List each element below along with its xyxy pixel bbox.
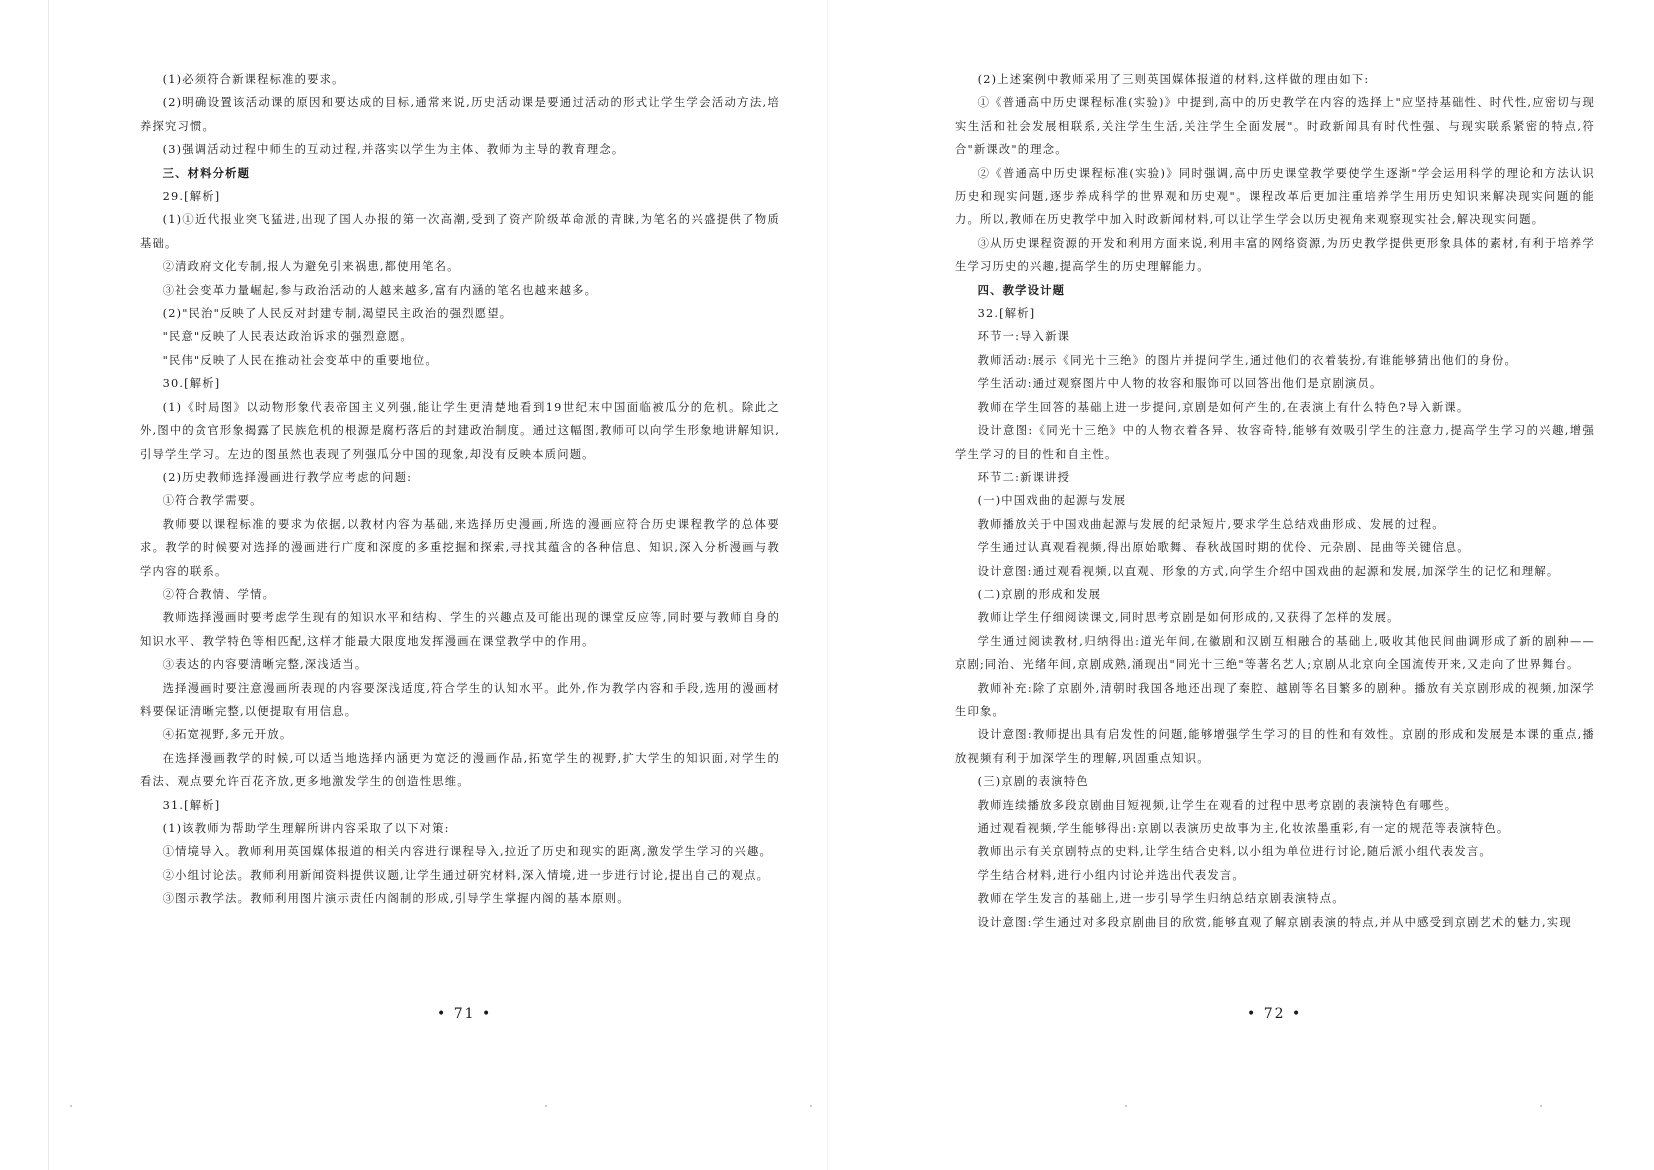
paragraph: 教师选择漫画时要考虑学生现有的知识水平和结构、学生的兴趣点及可能出现的课堂反应等,同时要与教师自身的知识水平、教学特色等相匹配,这样才能最大限度地发挥漫画在课堂教学中的作用。 xyxy=(140,611,780,648)
paragraph: 31.[解析] xyxy=(162,798,221,812)
section-heading: 四、教学设计题 xyxy=(977,282,1066,297)
paragraph: 教师活动:展示《同光十三绝》的图片并提问学生,通过他们的衣着装扮,有谁能够猜出他们的身份。 xyxy=(977,353,1518,367)
paragraph: 教师在学生发言的基础上,进一步引导学生归纳总结京剧表演特点。 xyxy=(977,892,1345,906)
paragraph: 学生通过阅读教材,归纳得出:道光年间,在徽剧和汉剧互相融合的基础上,吸收其他民间曲调形成了新的剧种——京剧;同治、光绪年间,京剧成熟,涌现出"同光十三绝"等著名艺人;京剧从北京向全国流传开来,又走向了世界舞台。 xyxy=(955,634,1595,672)
paragraph: ③从历史课程资源的开发和利用方面来说,利用丰富的网络资源,为历史教学提供更形象具体的素材,有利于培养学生学习历史的兴趣,提高学生的历史理解能力。 xyxy=(955,236,1595,274)
paragraph: (1)该教师为帮助学生理解所讲内容采取了以下对策: xyxy=(162,822,450,835)
scan-speck xyxy=(1540,1105,1542,1107)
paragraph: 环节二:新课讲授 xyxy=(977,470,1071,484)
paragraph: (三)京剧的表演特色 xyxy=(977,775,1089,789)
paragraph: (1)必须符合新课程标准的要求。 xyxy=(162,73,345,86)
paragraph: 教师要以课程标准的要求为依据,以教材内容为基础,来选择历史漫画,所选的漫画应符合历史课程教学的总体要求。教学的时候要对选择的漫画进行广度和深度的多重挖掘和探索,寻找其蕴含的各种信息、知识,深入分析漫画与教学内容的联系。 xyxy=(140,517,780,578)
paragraph: ③社会变革力量崛起,参与政治活动的人越来越多,富有内涵的笔名也越来越多。 xyxy=(162,283,598,297)
paragraph: ①《普通高中历史课程标准(实验)》中提到,高中的历史教学在内容的选择上"应坚持基础性、时代性,应密切与现实生活和社会发展相联系,关注学生生活,关注学生全面发展"。时政新闻具有时代性强、与现实联系紧密的特点,符合"新课改"的理念。 xyxy=(955,96,1595,157)
page-number-left: • 71 • xyxy=(437,1006,493,1022)
paragraph: 教师出示有关京剧特点的史料,让学生结合史料,以小组为单位进行讨论,随后派小组代表发言。 xyxy=(977,845,1492,859)
paragraph: (二)京剧的形成和发展 xyxy=(977,587,1102,601)
paragraph: (2)明确设置该活动课的原因和要达成的目标,通常来说,历史活动课是要通过活动的形式让学生学会活动方法,培养探究习惯。 xyxy=(140,96,780,133)
paragraph: 教师让学生仔细阅读课文,同时思考京剧是如何形成的,又获得了怎样的发展。 xyxy=(977,611,1400,625)
right-page-body xyxy=(955,68,1595,934)
page-number-right: • 72 • xyxy=(1247,1006,1303,1022)
paragraph: 选择漫画时要注意漫画所表现的内容要深浅适度,符合学生的认知水平。此外,作为教学内容和手段,选用的漫画材料要保证清晰完整,以便提取有用信息。 xyxy=(140,681,780,718)
paragraph: ③表达的内容要清晰完整,深浅适当。 xyxy=(162,658,368,672)
paragraph: (1)①近代报业突飞猛进,出现了国人办报的第一次高潮,受到了资产阶级革命派的青睐,为笔名的兴盛提供了物质基础。 xyxy=(140,213,780,250)
paragraph: 在选择漫画教学的时候,可以适当地选择内涵更为宽泛的漫画作品,拓宽学生的视野,扩大学生的知识面,对学生的看法、观点要允许百花齐放,更多地激发学生的创造性思维。 xyxy=(140,751,780,789)
paragraph: (一)中国戏曲的起源与发展 xyxy=(977,494,1127,508)
paragraph: 学生活动:通过观察图片中人物的妆容和服饰可以回答出他们是京剧演员。 xyxy=(977,377,1383,391)
paragraph: 设计意图:学生通过对多段京剧曲目的欣赏,能够直观了解京剧表演的特点,并从中感受到京剧艺术的魅力,实现 xyxy=(977,915,1572,929)
paragraph: ②清政府文化专制,报人为避免引来祸患,都使用笔名。 xyxy=(162,260,460,274)
scan-speck xyxy=(70,1105,72,1107)
paragraph: 环节一:导入新课 xyxy=(977,330,1071,344)
paragraph: (3)强调活动过程中师生的互动过程,并落实以学生为主体、教师为主导的教育理念。 xyxy=(162,143,625,157)
paragraph: 29.[解析] xyxy=(162,190,221,204)
section-heading: 三、材料分析题 xyxy=(162,165,251,180)
scan-speck xyxy=(810,1105,812,1107)
paragraph: ①符合教学需要。 xyxy=(162,494,263,508)
paragraph: 设计意图:通过观看视频,以直观、形象的方式,向学生介绍中国戏曲的起源和发展,加深学生的记忆和理解。 xyxy=(977,564,1560,578)
paragraph: 设计意图:《同光十三绝》中的人物衣着各异、妆容奇特,能够有效吸引学生的注意力,提高学生学习的兴趣,增强学生学习的目的性和自主性。 xyxy=(955,424,1595,461)
paragraph: 教师补充:除了京剧外,清朝时我国各地还出现了秦腔、越剧等名目繁多的剧种。播放有关京剧形成的视频,加深学生印象。 xyxy=(955,681,1595,718)
scan-edge-left xyxy=(48,0,49,1170)
paragraph: "民伟"反映了人民在推动社会变革中的重要地位。 xyxy=(162,353,438,367)
paragraph: "民意"反映了人民表达政治诉求的强烈意愿。 xyxy=(162,330,413,344)
paragraph: 学生结合材料,进行小组内讨论并选出代表发言。 xyxy=(977,868,1245,882)
page-fold xyxy=(827,0,828,1170)
paragraph: 教师连续播放多段京剧曲目短视频,让学生在观看的过程中思考京剧的表演特色有哪些。 xyxy=(977,798,1458,812)
paragraph: ②符合教情、学情。 xyxy=(162,587,276,601)
scan-speck xyxy=(545,1105,547,1107)
paragraph: 教师在学生回答的基础上进一步提问,京剧是如何产生的,在表演上有什么特色?导入新课。 xyxy=(977,400,1470,414)
paragraph: 学生通过认真观看视频,得出原始歌舞、春秋战国时期的优伶、元杂剧、昆曲等关键信息。 xyxy=(977,541,1470,555)
paragraph: 设计意图:教师提出具有启发性的问题,能够增强学生学习的目的性和有效性。京剧的形成和发展是本课的重点,播放视频有利于加深学生的理解,巩固重点知识。 xyxy=(955,728,1595,765)
paragraph: (2)上述案例中教师采用了三则英国媒体报道的材料,这样做的理由如下: xyxy=(977,73,1370,86)
paragraph: (2)历史教师选择漫画进行教学应考虑的问题: xyxy=(162,470,413,484)
left-page-body xyxy=(140,68,780,911)
paragraph: ②小组讨论法。教师利用新闻资料提供议题,让学生通过研究材料,深入情境,进一步进行讨论,提出自己的观点。 xyxy=(162,868,770,882)
paragraph: (1)《时局图》以动物形象代表帝国主义列强,能让学生更清楚地看到19世纪末中国面临被瓜分的危机。除此之外,图中的贪官形象揭露了民族危机的根源是腐朽落后的封建政治制度。通过这幅图,教师可以向学生形象地讲解知识,引导学生学习。左边的图虽然也表现了列强瓜分中国的现象,却没有反映本质问题。 xyxy=(140,400,780,461)
paragraph: ④拓宽视野,多元开放。 xyxy=(162,728,293,742)
paragraph: (2)"民治"反映了人民反对封建专制,渴望民主政治的强烈愿望。 xyxy=(162,307,513,321)
paragraph: 通过观看视频,学生能够得出:京剧以表演历史故事为主,化妆浓墨重彩,有一定的规范等表演特色。 xyxy=(977,822,1510,835)
paragraph: ③图示教学法。教师利用图片演示责任内阁制的形成,引导学生掌握内阁的基本原则。 xyxy=(162,892,630,906)
paragraph: ①情境导入。教师利用英国媒体报道的相关内容进行课程导入,拉近了历史和现实的距离,激发学生学习的兴趣。 xyxy=(162,845,773,859)
paragraph: 30.[解析] xyxy=(162,377,221,391)
paragraph: ②《普通高中历史课程标准(实验)》同时强调,高中历史课堂教学要使学生逐渐"学会运用科学的理论和方法认识历史和现实问题,逐步养成科学的世界观和历史观"。课程改革后更加注重培养学生用历史知识来解决现实问题的能力。所以,教师在历史教学中加入时政新闻材料,可以让学生学会以历史视角来观察现实社会,解决现实问题。 xyxy=(955,166,1595,227)
scan-speck xyxy=(1125,1105,1127,1107)
paragraph: 教师播放关于中国戏曲起源与发展的纪录短片,要求学生总结戏曲形成、发展的过程。 xyxy=(977,517,1445,531)
paragraph: 32.[解析] xyxy=(977,307,1036,321)
